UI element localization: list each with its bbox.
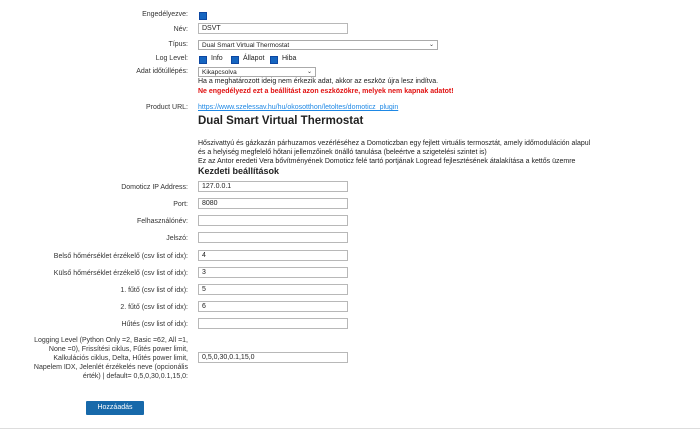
logging-label-line: Kalkulációs ciklus, Delta, Hűtés power limit,	[53, 355, 188, 362]
timeout-warning: Ne engedélyezd ezt a beállítást azon eszközökre, melyek nem kapnak adatot!	[198, 88, 454, 95]
loglevel-error-label: Hiba	[282, 55, 297, 62]
heater1-label: 1. fűtő (csv list of idx):	[120, 287, 188, 294]
enabled-label: Engedélyezve:	[142, 11, 188, 18]
timeout-hint: Ha a meghatározott ideig nem érkezik adat, akkor az eszköz újra lesz indítva.	[198, 78, 439, 85]
logging-input[interactable]	[198, 352, 348, 363]
username-label: Felhasználónév:	[137, 218, 188, 225]
timeout-select[interactable]	[198, 67, 316, 77]
logging-label-line: érték) | default= 0,5,0,30,0.1,15,0:	[82, 373, 188, 380]
loglevel-label: Log Level:	[155, 55, 188, 62]
timeout-label: Adat időtúllépés:	[136, 68, 188, 75]
password-input[interactable]	[198, 232, 348, 243]
loglevel-info-checkbox[interactable]	[199, 56, 207, 64]
username-input[interactable]	[198, 215, 348, 226]
product-url-label: Product URL:	[145, 104, 188, 111]
heater2-input[interactable]	[198, 301, 348, 312]
chevron-down-icon: ⌄	[306, 69, 312, 75]
port-label: Port:	[173, 201, 188, 208]
loglevel-status-label: Állapot	[243, 55, 265, 62]
inner-temp-input[interactable]	[198, 250, 348, 261]
outer-temp-input[interactable]	[198, 267, 348, 278]
outer-temp-label: Külső hőmérséklet érzékelő (csv list of idx):	[53, 270, 188, 277]
loglevel-error-checkbox[interactable]	[270, 56, 278, 64]
timeout-select-value: Kikapcsolva	[202, 69, 237, 76]
plugin-desc-2: és a helyiség megfelelő hőtani jellemzőinek önálló tanulása (beleértve a szigetelési szintet is)	[198, 149, 487, 156]
heater2-label: 2. fűtő (csv list of idx):	[120, 304, 188, 311]
cooling-label: Hűtés (csv list of idx):	[121, 321, 188, 328]
logging-label	[34, 336, 188, 381]
enabled-checkbox[interactable]	[199, 12, 207, 20]
ip-input[interactable]	[198, 181, 348, 192]
ip-label: Domoticz IP Address:	[121, 184, 188, 191]
name-label: Név:	[173, 26, 188, 33]
chevron-down-icon: ⌄	[428, 42, 434, 48]
settings-title: Kezdeti beállítások	[198, 166, 280, 176]
port-input[interactable]	[198, 198, 348, 209]
type-select[interactable]	[198, 40, 438, 50]
password-label: Jelszó:	[166, 235, 188, 242]
plugin-title: Dual Smart Virtual Thermostat	[198, 115, 364, 127]
heater1-input[interactable]	[198, 284, 348, 295]
logging-label-line: None =0), Frissítési ciklus, Fűtés power limit,	[48, 346, 188, 353]
loglevel-status-checkbox[interactable]	[231, 56, 239, 64]
product-url-link[interactable]: https://www.szelessav.hu/hu/okosotthon/letoltes/domoticz_plugin	[198, 104, 399, 111]
loglevel-info-label: Info	[211, 55, 223, 62]
logging-label-line: Logging Level (Python Only =2, Basic =62, All =1,	[34, 337, 188, 344]
plugin-desc-3: Ez az Antor eredeti Vera bővítményének Domoticz felé tartó portjának Logread fejlesztésének átalakítása a kettős üzemre	[198, 158, 576, 165]
plugin-desc-1: Hőszivattyú és gázkazán párhuzamos vezérléséhez a Domoticzban egy fejlett virtuális termosztát, amely időmoduláción alapul	[198, 140, 591, 147]
cooling-input[interactable]	[198, 318, 348, 329]
logging-label-line: Napelem IDX, Jelenlét érzékelés neve (opcionális	[33, 364, 188, 371]
type-label: Típus:	[168, 41, 188, 48]
footer-divider	[0, 428, 700, 429]
inner-temp-label: Belső hőmérséklet érzékelő (csv list of idx):	[53, 253, 188, 260]
add-button[interactable]: Hozzáadás	[86, 401, 144, 415]
name-input[interactable]	[198, 23, 348, 34]
type-select-value: Dual Smart Virtual Thermostat	[202, 42, 290, 49]
